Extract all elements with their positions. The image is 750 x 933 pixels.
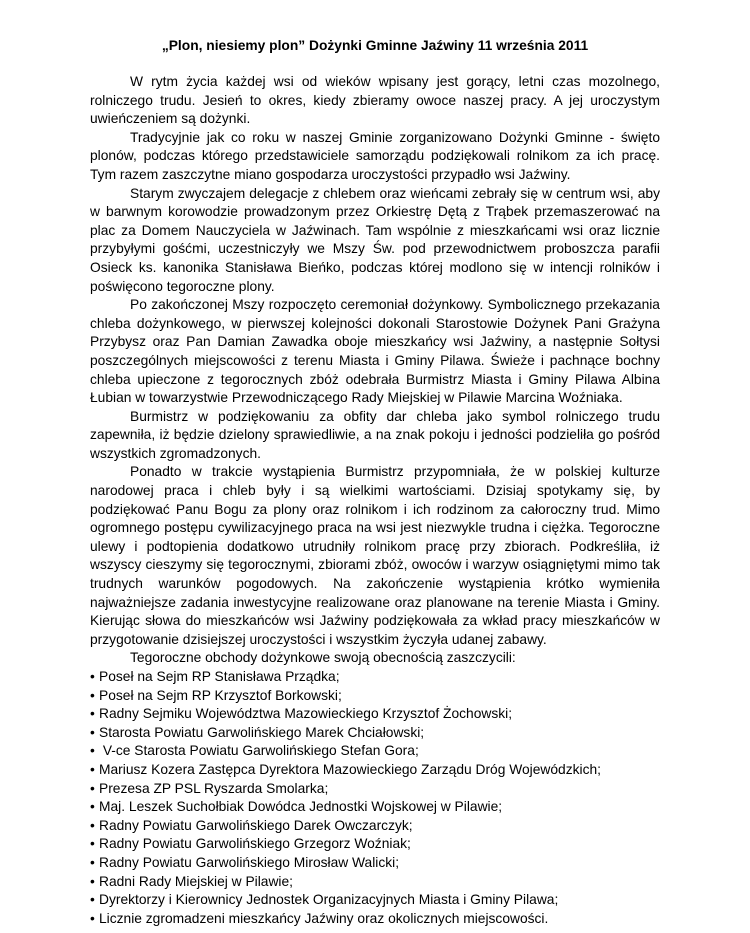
list-item: • Licznie zgromadzeni mieszkańcy Jaźwiny oraz okolicznych miejscowości. — [90, 910, 660, 929]
bullet: • — [90, 873, 95, 889]
list-item: • Radny Powiatu Garwolińskiego Grzegorz Woźniak; — [90, 835, 660, 854]
paragraph-ceremony: Po zakończonej Mszy rozpoczęto ceremoniał dożynkowy. Symbolicznego przekazania chleba dożynkowego, w pierwszej kolejności dokonali Starostowie Dożynek Pani Grażyna Przybysz oraz Pan Damian Zawadka oboje mieszkańcy wsi Jaźwiny, a następnie Sołtysi poszczególnych miejscowości z terenu Miasta i Gminy Pilawa. Świeże i pachnące bochny chleba upieczone z tegorocznych zbóż odebrała Burmistrz Miasta i Gminy Pilawa Albina Łubian w towarzystwie Przewodniczącego Rady Miejskiej w Pilawie Marcina Woźniaka. — [90, 297, 660, 406]
guest-list — [90, 668, 660, 928]
paragraph-bread: Burmistrz w podziękowaniu za obfity dar chleba jako symbol rolniczego trudu zapewniła, iż będzie dzielony sprawiedliwie, a na znak pokoju i jedności podzieliła go pośród wszystkich zgromadzonych. — [90, 408, 660, 461]
list-item: • Starosta Powiatu Garwolińskiego Marek Chciałowski; — [90, 724, 660, 743]
list-item: • Radny Powiatu Garwolińskiego Darek Owczarczyk; — [90, 817, 660, 836]
list-item: • Poseł na Sejm RP Stanisława Prządka; — [90, 668, 660, 687]
paragraph-procession: Starym zwyczajem delegacje z chlebem oraz wieńcami zebrały się w centrum wsi, aby w barwnym korowodzie prowadzonym przez Orkiestrę Dętą z Trąbek przemaszerować na plac za Domem Nauczyciela w Jaźwinach. Tam wspólnie z mieszkańcami wsi oraz licznie przybyłymi gośćmi, uczestniczyły we Mszy Św. pod przewodnictwem proboszcza parafii Osieck ks. kanonika Stanisława Bieńko, podczas której modlono się w intencji rolników i poświęcono tegoroczne plony. — [90, 185, 660, 294]
list-item: • Radny Sejmiku Województwa Mazowieckiego Krzysztof Żochowski; — [90, 705, 660, 724]
bullet: • — [90, 706, 95, 722]
bullet: • — [90, 817, 95, 833]
bullet: • — [90, 892, 95, 908]
document-title: „Plon, niesiemy plon” Dożynki Gminne Jaźwiny 11 września 2011 — [161, 38, 589, 53]
list-item: • Dyrektorzy i Kierownicy Jednostek Organizacyjnych Miasta i Gminy Pilawa; — [90, 891, 660, 910]
list-item: • V-ce Starosta Powiatu Garwolińskiego Stefan Gora; — [90, 742, 660, 761]
list-item: • Prezesa ZP PSL Ryszarda Smolarka; — [90, 780, 660, 799]
bullet: • — [90, 761, 95, 777]
bullet: • — [90, 743, 95, 759]
bullet: • — [90, 669, 95, 684]
bullet: • — [90, 836, 95, 852]
paragraph-guests-intro: Tegoroczne obchody dożynkowe swoją obecnością zaszczycili: — [130, 650, 516, 666]
bullet: • — [90, 687, 95, 703]
list-item: • Radny Powiatu Garwolińskiego Mirosław Walicki; — [90, 854, 660, 873]
bullet: • — [90, 910, 95, 926]
bullet: • — [90, 724, 95, 740]
list-item: • Maj. Leszek Suchołbiak Dowódca Jednostki Wojskowej w Pilawie; — [90, 798, 660, 817]
bullet: • — [90, 780, 95, 796]
bullet: • — [90, 854, 95, 870]
paragraph-intro: W rytm życia każdej wsi od wieków wpisany jest gorący, letni czas mozolnego, rolniczego trudu. Jesień to okres, kiedy zbieramy owoce naszej pracy. A jej uroczystym uwieńczeniem są dożynki. — [90, 74, 660, 127]
list-item: • Radni Rady Miejskiej w Pilawie; — [90, 873, 660, 892]
paragraph-tradition: Tradycyjnie jak co roku w naszej Gminie zorganizowano Dożynki Gminne - święto plonów, podczas którego przedstawiciele samorządu podziękowali rolnikom za ich pracę. Tym razem zaszczytne miano gospodarza uroczystości przypadło wsi Jaźwiny. — [90, 129, 660, 182]
paragraph-speech: Ponadto w trakcie wystąpienia Burmistrz przypomniała, że w polskiej kulturze narodowej praca i chleb były i są wielkimi wartościami. Dzisiaj spotykamy się, by podziękować Panu Bogu za plony oraz rolnikom i ich rodzinom za całoroczny trud. Mimo ogromnego postępu cywilizacyjnego praca na wsi jest niezwykle trudna i ciężka. Tegoroczne ulewy i podtopienia dodatkowo utrudniły rolnikom pracę przy zbiorach. Podkreśliła, iż wszyscy cieszymy się tegorocznymi, zbiorami zbóż, owoców i warzyw osiągniętymi mimo tak trudnych warunków pogodowych. Na zakończenie wystąpienia krótko wymieniła najważniejsze zadania inwestycyjne realizowane oraz planowane na terenie Miasta i Gminy. Kierując słowa do mieszkańców wsi Jaźwiny podziękowała za wkład pracy mieszkańców w przygotowanie dzisiejszej uroczystości i wszystkim życzyła udanej zabawy. — [90, 464, 660, 647]
list-item: • Poseł na Sejm RP Krzysztof Borkowski; — [90, 687, 660, 706]
list-item: • Mariusz Kozera Zastępca Dyrektora Mazowieckiego Zarządu Dróg Wojewódzkich; — [90, 761, 660, 780]
bullet: • — [90, 799, 95, 815]
